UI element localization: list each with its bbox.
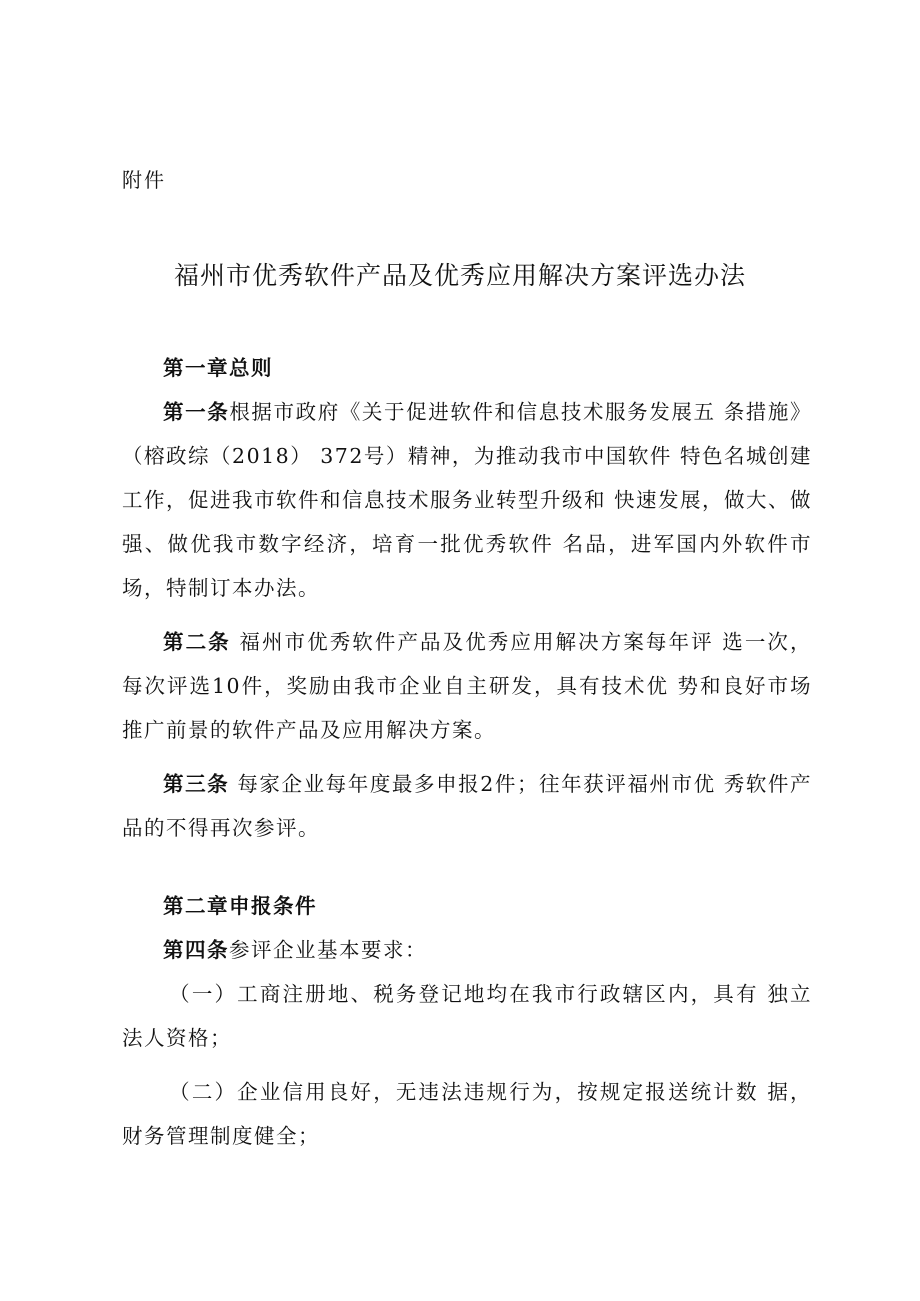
attachment-label: 附件	[122, 168, 166, 192]
article-1	[122, 390, 812, 610]
article-2-text: 福州市优秀软件产品及优秀应用解决方案每年评 选一次，每次评选10件，奖励由我市企业自主研发，具有技术优 势和良好市场推广前景的软件产品及应用解决方案。	[122, 630, 813, 742]
chapter-1-heading: 第一章总则	[163, 356, 273, 380]
article-2-label: 第二条	[163, 630, 231, 654]
article-4-label: 第四条	[163, 938, 229, 962]
article-3-text: 每家企业每年度最多申报2件；往年获评福州市优 秀软件产品的不得再次参评。	[122, 772, 813, 840]
chapter-2-heading: 第二章申报条件	[163, 894, 317, 918]
article-2	[122, 620, 812, 752]
document-title: 福州市优秀软件产品及优秀应用解决方案评选办法	[173, 261, 746, 290]
article-4-item-1: （一）工商注册地、税务登记地均在我市行政辖区内，具有 独立法人资格；	[122, 982, 812, 1050]
article-4-item-2: （二）企业信用良好，无违法违规行为，按规定报送统计数 据，财务管理制度健全；	[122, 1080, 812, 1148]
article-1-text: 根据市政府《关于促进软件和信息技术服务发展五 条措施》（榕政综（2018） 372号）精神，为推动我市中国软件 特色名城创建工作，促进我市软件和信息技术服务业转型升级和 快速发展，做大、做强、做优我市数字经济，培育一批优秀软件 名品，进军国内外软件市场，特制订本办法。	[122, 400, 813, 600]
article-4	[122, 928, 812, 972]
article-4-text: 参评企业基本要求：	[229, 938, 427, 962]
article-3-label: 第三条	[163, 772, 230, 796]
article-1-label: 第一条	[163, 400, 230, 424]
article-3	[122, 762, 812, 850]
document-body	[122, 346, 812, 1168]
